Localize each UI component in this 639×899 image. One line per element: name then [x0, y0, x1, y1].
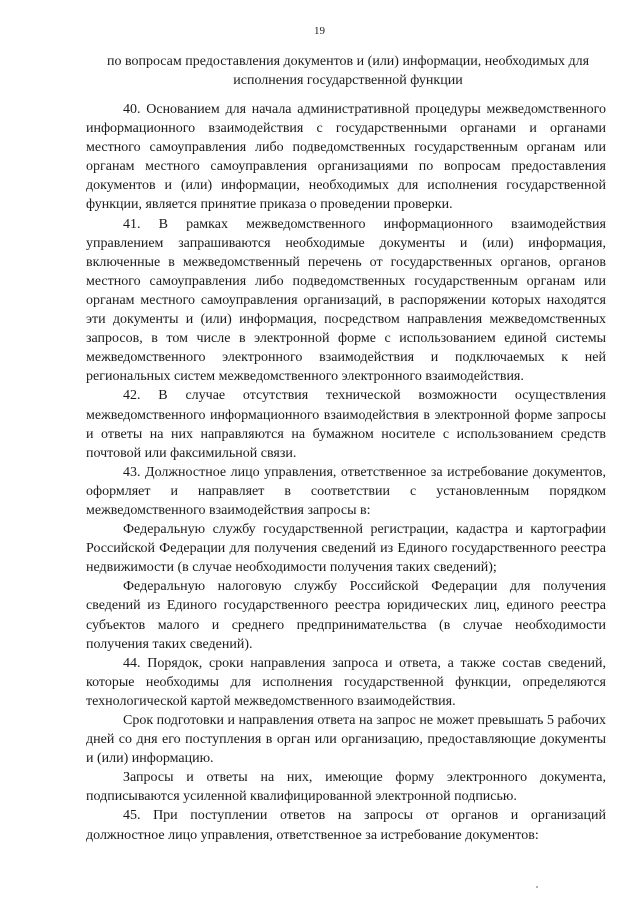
paragraph-41: 41. В рамках межведомственного информационного взаимодействия управлением запрашиваются необходимые документы и (или) информация, включенные в межведомственный перечень от государственных органов, органов местного самоуправления либо подведомственных государственным органам или органам местного самоуправления организаций, в распоряжении которых находятся эти документы и (или) информация, посредством направления межведомственных запросов, в том числе в электронной форме с использованием единой системы межведомственного электронного взаимодействия и подключаемых к ней региональных систем межведомственного электронного взаимодействия.	[86, 216, 606, 385]
section-heading: по вопросам предоставления документов и (или) информации, необходимых для исполнения государственной функции	[106, 54, 590, 88]
paragraph-44-electronic-signature: Запросы и ответы на них, имеющие форму электронного документа, подписываются усиленной квалифицированной электронной подписью.	[86, 770, 606, 805]
paragraph-42: 42. В случае отсутствия технической возможности осуществления межведомственного информационного взаимодействия в электронной форме запросы и ответы на них направляются на бумажном носителе с использованием средств почтовой или факсимильной связи.	[86, 388, 606, 461]
paragraph-43-item-fns: Федеральную налоговую службу Российской Федерации для получения сведений из Единого государственного реестра юридических лиц, единого реестра субъектов малого и среднего предпринимательства (в случае необходимости получения таких сведений).	[86, 579, 606, 652]
document-body	[86, 100, 606, 845]
paragraph-44-response-term: Срок подготовки и направления ответа на запрос не может превышать 5 рабочих дней со дня его поступления в орган или организацию, предоставляющие документы и (или) информацию.	[86, 713, 606, 767]
scan-artifact-dot	[536, 886, 538, 888]
paragraph-43-item-rosreestr: Федеральную службу государственной регистрации, кадастра и картографии Российской Федерации для получения сведений из Единого государственного реестра недвижимости (в случае необходимости получения таких сведений);	[86, 522, 606, 576]
page-number: 19	[314, 25, 325, 37]
paragraph-45: 45. При поступлении ответов на запросы от органов и организаций должностное лицо управления, ответственное за истребование документов:	[86, 808, 606, 843]
paragraph-40: 40. Основанием для начала административной процедуры межведомственного информационного взаимодействия с государственными органами и органами местного самоуправления либо подведомственных государственным органам или органам местного самоуправления организациями по вопросам предоставления документов и (или) информации, необходимых для исполнения государственной функции, является принятие приказа о проведении проверки.	[86, 102, 606, 213]
paragraph-44: 44. Порядок, сроки направления запроса и ответа, а также состав сведений, которые необходимы для исполнения государственной функции, определяются технологической картой межведомственного взаимодействия.	[86, 655, 606, 709]
paragraph-43: 43. Должностное лицо управления, ответственное за истребование документов, оформляет и направляет в соответствии с установленным порядком межведомственного взаимодействия запросы в:	[86, 464, 606, 518]
